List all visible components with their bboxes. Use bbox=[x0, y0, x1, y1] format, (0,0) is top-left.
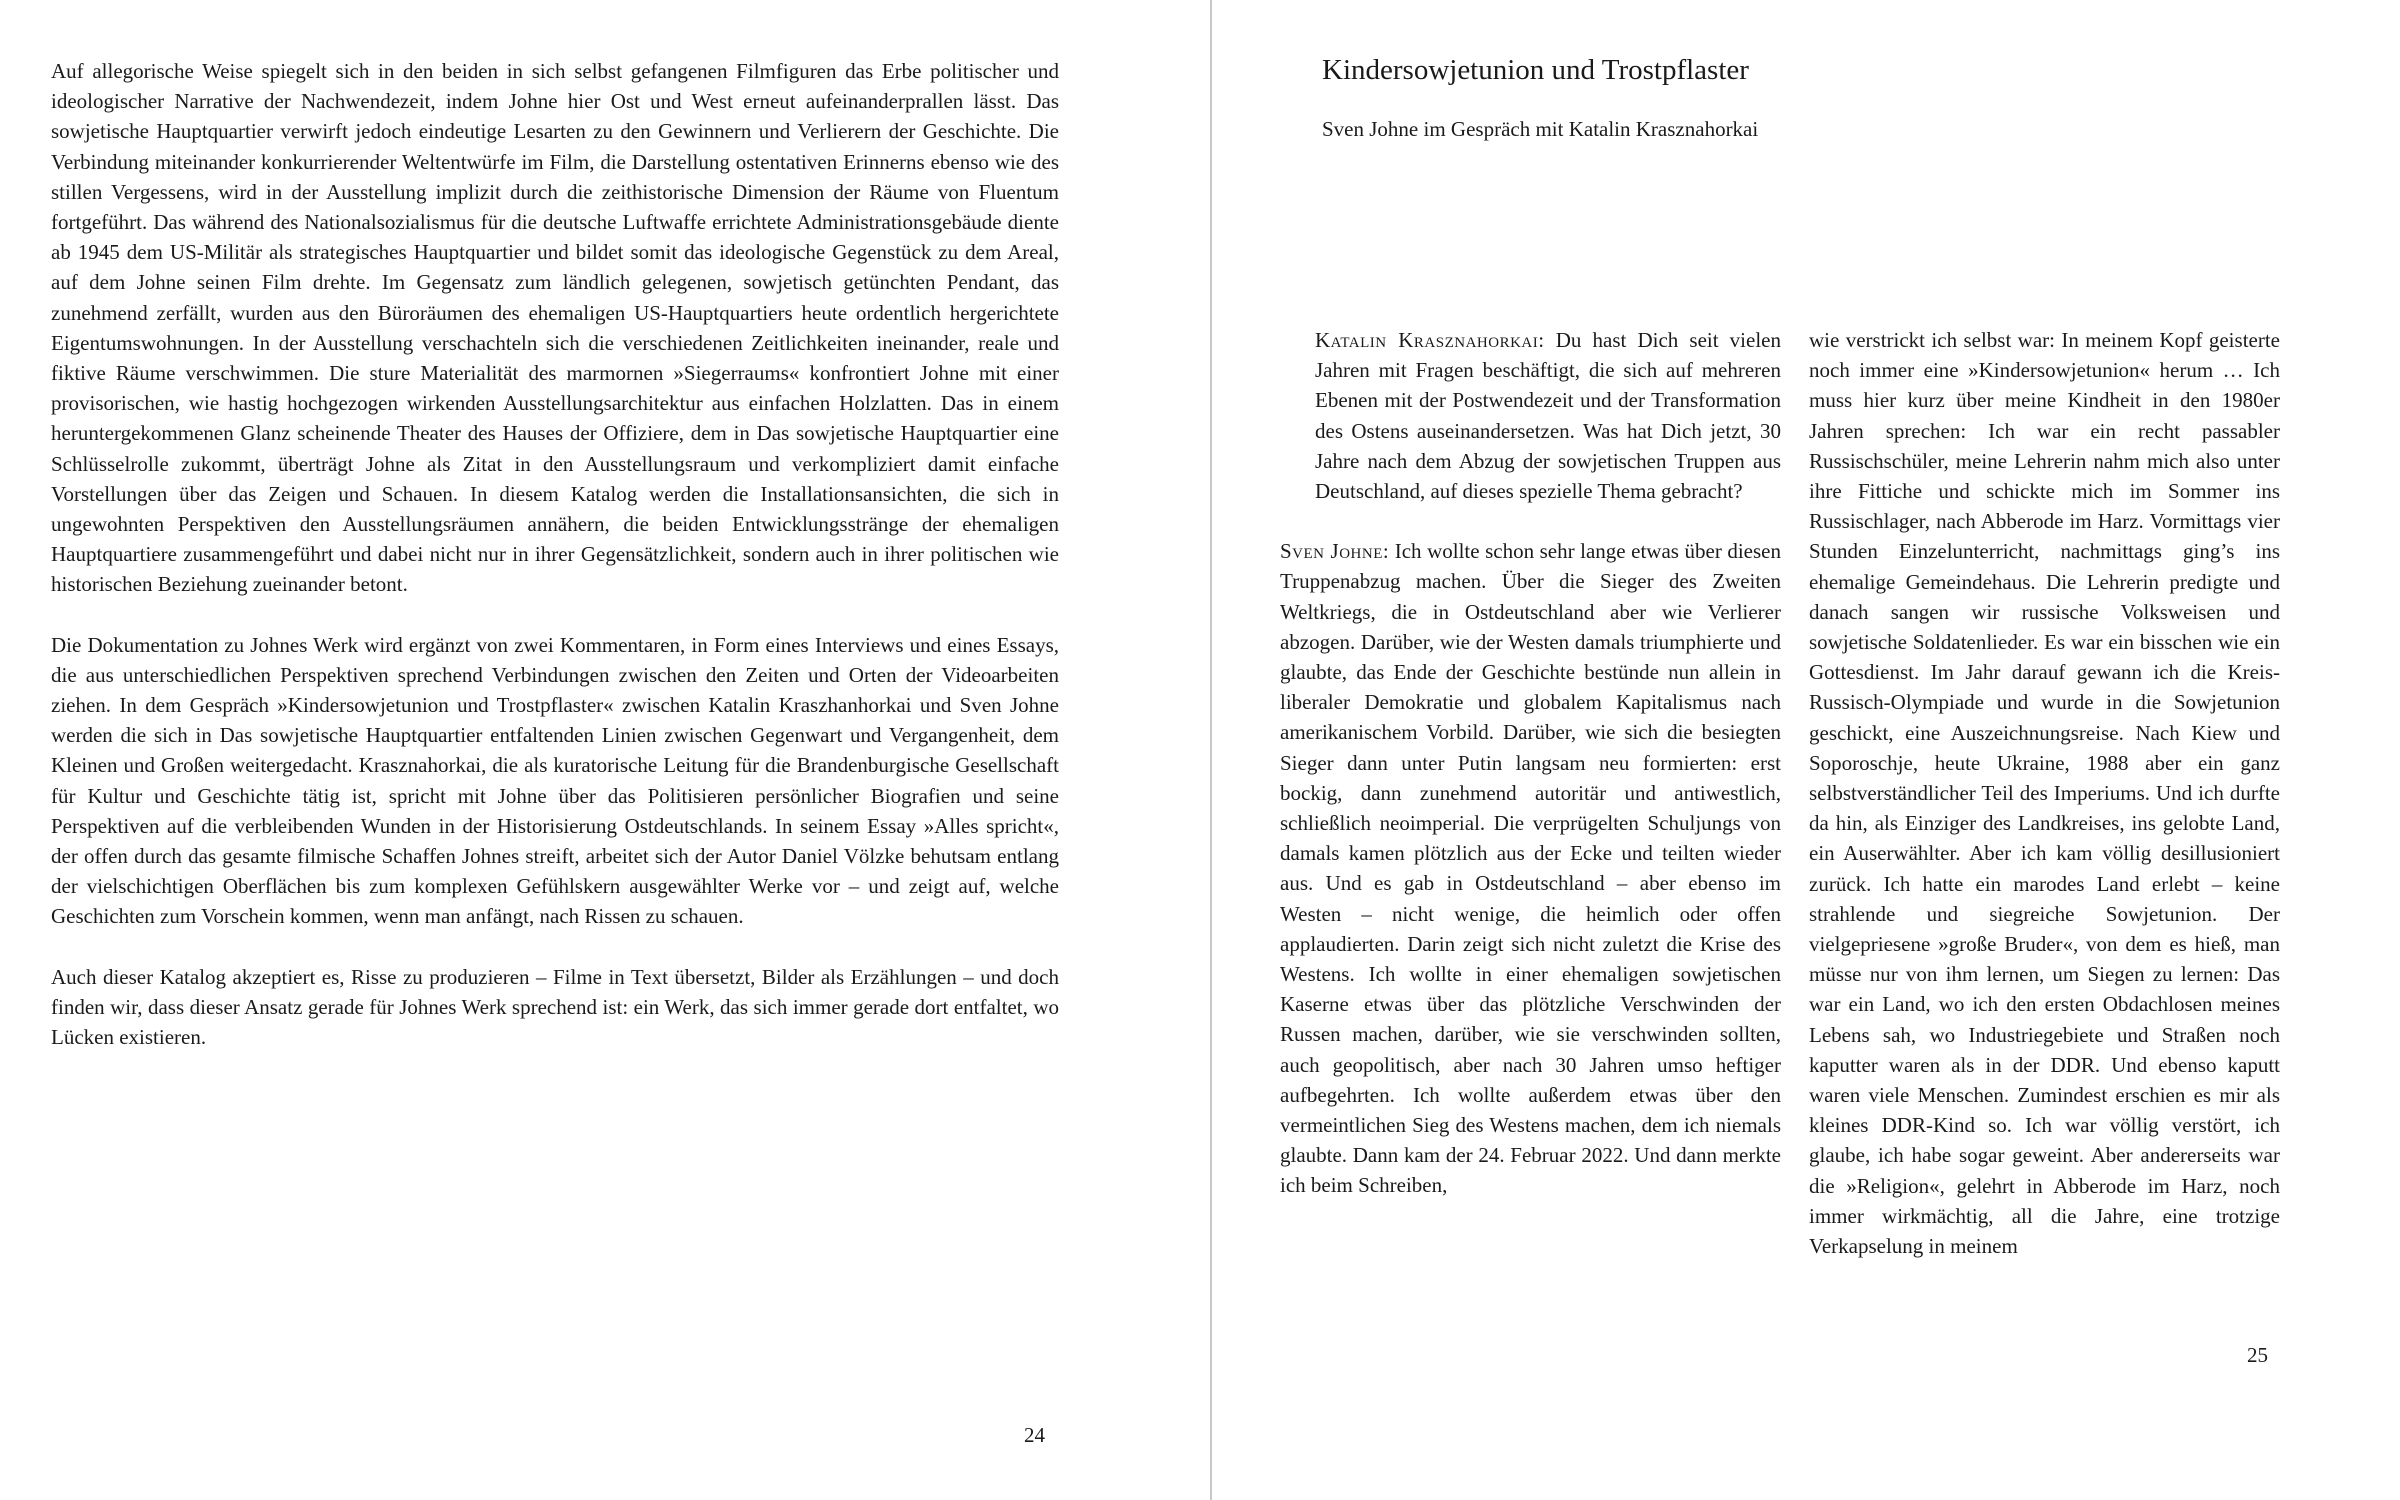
paragraph: Die Dokumentation zu Johnes Werk wird ergänzt von zwei Kommentaren, in Form eines Interviews und eines Essays, die aus unterschiedlichen Perspektiven sprechend Verbindungen zwischen den Zeiten und Orten der Videoarbeiten ziehen. In dem Gespräch »Kindersowjetunion und Trostpflaster« zwischen Katalin Kraszhanhorkai und Sven Johne werden die sich in Das sowjetische Hauptquartier entfaltenden Linien zwischen Gegenwart und Vergangenheit, dem Kleinen und Großen weitergedacht. Krasznahorkai, die als kuratorische Leitung für die Brandenburgische Gesellschaft für Kultur und Geschichte tätig ist, spricht mit Johne über das Politisieren persönlicher Biografien und seine Perspektiven auf die verbleibenden Wunden in der Historisierung Ostdeutschlands. In seinem Essay »Alles spricht«, der offen durch das gesamte filmische Schaffen Johnes streift, arbeitet sich der Autor Daniel Völzke behutsam entlang der vielschichtigen Oberflächen bis zum komplexen Gefühlskern ausgewählter Werke vor – und zeigt auf, welche Geschichten zum Vorschein kommen, wenn man anfängt, nach Rissen zu schauen. bbox=[51, 632, 1059, 929]
paragraph: Auch dieser Katalog akzeptiert es, Risse zu produzieren – Filme in Text übersetzt, Bilder als Erzählungen – und doch finden wir, dass dieser Ansatz gerade für Johnes Werk sprechend ist: ein Werk, das sich immer gerade dort entfaltet, wo Lücken existieren. bbox=[51, 964, 1059, 1050]
right-page bbox=[1212, 0, 2400, 1500]
speaker-name: Katalin Krasznahorkai: bbox=[1315, 328, 1545, 352]
question-text: Du hast Dich seit vielen Jahren mit Fragen beschäftigt, die sich auf mehreren Ebenen mit der Postwendezeit und der Transformation des Ostens auseinandersetzen. Was hat Dich jetzt, 30 Jahre nach dem Abzug der sowjetischen Truppen aus Deutschland, auf dieses spezielle Thema gebracht? bbox=[1315, 328, 1781, 504]
speaker-name: Sven Johne: bbox=[1280, 539, 1390, 564]
interview-title: Kindersowjetunion und Trostpflaster bbox=[1322, 54, 1749, 86]
answer-continuation: wie verstrickt ich selbst war: In meinem Kopf geisterte noch immer eine »Kindersowjetunion« herum … Ich muss hier kurz über meine Kindheit in den 1980er Jahren sprechen: Ich war ein recht passabler Russischschüler, meine Lehrerin nahm mich also unter ihre Fittiche und schickte mich im Sommer ins Russischlager, nach Abberode im Harz. Vormittags vier Stunden Einzelunterricht, nachmittags ging’s ins ehemalige Gemeindehaus. Die Lehrerin predigte und danach sangen wir russische Volksweisen und sowjetische Soldatenlieder. Es war ein bisschen wie ein Gottesdienst. Im Jahr darauf gewann ich die Kreis-Russisch-Olympiade und wurde in die Sowjetunion geschickt, eine Auszeichnungsreise. Nach Kiew und Soporoschje, heute Ukraine, 1988 aber ein ganz selbstverständlicher Teil des Imperiums. Und ich durfte da hin, als Einziger des Landkreises, ins gelobte Land, ein Auserwählter. Aber ich kam völlig desillusioniert zurück. Ich hatte ein marodes Land erlebt – keine strahlende und siegreiche Sowjetunion. Der vielgepriesene »große Bruder«, von dem es hieß, man müsse nur von ihm lernen, um Siegen zu lernen: Das war ein Land, wo ich den ersten Obdachlosen meines Lebens sah, wo Industriegebiete und Straßen noch kaputter waren als in der DDR. Und ebenso kaputt waren viele Menschen. Zumindest erschien es mir als kleines DDR-Kind so. Ich war völlig verstört, ich glaube, ich habe sogar geweint. Aber andererseits war die »Religion«, gelehrt in Abberode im Harz, noch immer wirkmächtig, all die Jahre, eine trotzige Verkapselung in meinem bbox=[1809, 328, 2280, 1259]
page-number: 24 bbox=[1024, 1423, 1045, 1447]
artist-answer bbox=[1280, 536, 1781, 1200]
interview-column-1 bbox=[1280, 325, 1781, 1201]
interview-subtitle: Sven Johne im Gespräch mit Katalin Krasznahorkai bbox=[1322, 117, 1759, 141]
interview-column-2 bbox=[1809, 325, 2280, 1261]
paragraph: Auf allegorische Weise spiegelt sich in den beiden in sich selbst gefangenen Filmfiguren das Erbe politischer und ideologischer Narrative der Nachwendezeit, indem Johne hier Ost und West erneut aufeinanderprallen lässt. Das sowjetische Hauptquartier verwirft jedoch eindeutige Lesarten zu den Gewinnern und Verlierern der Geschichte. Die Verbindung miteinander konkurrierender Weltentwürfe im Film, die Darstellung ostentativen Erinnerns ebenso wie des stillen Vergessens, wird in der Ausstellung implizit durch die zeithistorische Dimension der Räume von Fluentum fortgeführt. Das während des Nationalsozialismus für die deutsche Luftwaffe errichtete Administrationsgebäude diente ab 1945 dem US-Militär als strategisches Hauptquartier und bildet somit das ideologische Gegenstück zu dem Areal, auf dem Johne seinen Film drehte. Im Gegensatz zum ländlich gelegenen, sowjetisch getünchten Pendant, das zunehmend zerfällt, wurden aus den Büroräumen des ehemaligen US-Hauptquartiers heute ordentlich hergerichtete Eigentumswohnungen. In der Ausstellung verschachteln sich die verschiedenen Zeitlichkeiten ineinander, reale und fiktive Räume verschwimmen. Die sture Materialität des marmornen »Siegerraums« konfrontiert Johne mit einer provisorischen, wie hastig hochgezogen wirkenden Ausstellungsarchitektur aus einfachen Holzlatten. Das in einem heruntergekommenen Glanz scheinende Theater des Hauses der Offiziere, dem in Das sowjetische Hauptquartier eine Schlüsselrolle zukommt, überträgt Johne als Zitat in den Ausstellungsraum und verkompliziert damit einfache Vorstellungen über das Zeigen und Schauen. In diesem Katalog werden die Installationsansichten, die sich in ungewohnten Perspektiven den Ausstellungsräumen annähern, die beiden Entwicklungsstränge der ehemaligen Hauptquartiere zusammengeführt und dabei nicht nur in ihrer Gegensätzlichkeit, sondern auch in ihrer politischen wie historischen Beziehung zueinander betont. bbox=[51, 59, 1059, 597]
page-number: 25 bbox=[2247, 1343, 2268, 1367]
answer-text: Ich wollte schon sehr lange etwas über diesen Truppenabzug machen. Über die Sieger des Zweiten Weltkriegs, die in Ostdeutschland aber wie Verlierer abzogen. Darüber, wie der Westen damals triumphierte und glaubte, das Ende der Geschichte bestünde nun allein in liberaler Demokratie und globalem Kapitalismus nach amerikanischem Vorbild. Darüber, wie sich die besiegten Sieger dann unter Putin langsam neu formierten: erst bockig, dann zunehmend autoritär und antiwestlich, schließlich neoimperial. Die verprügelten Schuljungs von damals kamen plötzlich aus der Ecke und teilten wieder aus. Und es gab in Ostdeutschland – aber ebenso im Westen – nicht wenige, die heimlich oder offen applaudierten. Darin zeigt sich nicht zuletzt die Krise des Westens. Ich wollte in einer ehemaligen sowjetischen Kaserne etwas über das plötzliche Verschwinden der Russen machen, darüber, wie sie verschwinden sollten, auch geopolitisch, aber nach 30 Jahren umso heftiger aufbegehrten. Ich wollte außerdem etwas über den vermeintlichen Sieg des Westens machen, dem ich niemals glaubte. Dann kam der 24. Februar 2022. Und dann merkte ich beim Schreiben, bbox=[1280, 539, 1781, 1198]
left-page-body bbox=[51, 56, 1059, 1052]
interviewer-question bbox=[1280, 325, 1781, 506]
